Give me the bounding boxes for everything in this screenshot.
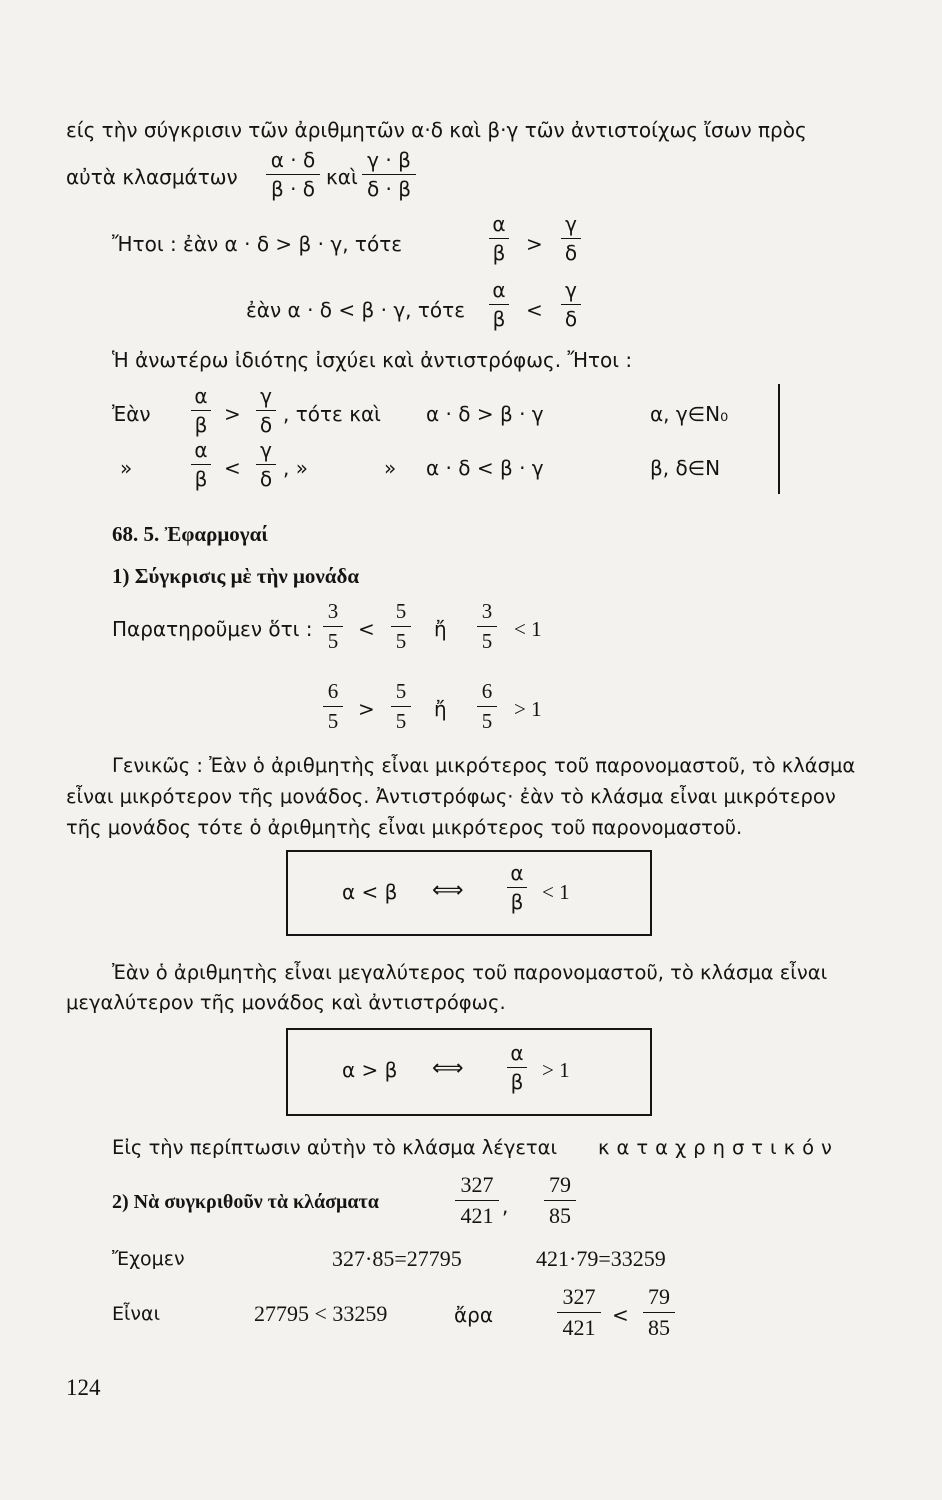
fraction: α β: [486, 214, 512, 263]
subsection-heading: 2) Νὰ συγκριθοῦν τὰ κλάσματα: [112, 1191, 379, 1213]
fraction: 3 5: [474, 601, 500, 652]
fraction: 5 5: [388, 681, 414, 732]
result: α · δ < β · γ: [426, 456, 544, 480]
equivalence-arrow: ⟺: [432, 1056, 464, 1081]
conjunction: ἄρα: [454, 1303, 494, 1327]
text-line: μεγαλύτερον τῆς μονάδος καὶ ἀντιστρόφως.: [66, 991, 506, 1014]
fraction: α · δ β · δ: [266, 150, 320, 199]
domain: β, δ∈N: [650, 456, 721, 480]
comparison: > 1: [542, 1058, 570, 1082]
text-line: Ἡ ἀνωτέρω ἰδιότης ἰσχύει καὶ ἀντιστρόφως. Ἤτοι :: [112, 348, 633, 372]
label: , τότε καὶ: [283, 402, 381, 426]
conjunction: καὶ: [326, 165, 358, 189]
page-number: 124: [66, 1375, 101, 1400]
separator: ,: [502, 1194, 509, 1218]
fraction: 327 421: [556, 1286, 602, 1339]
fraction: 79 85: [642, 1286, 676, 1339]
operator: <: [358, 617, 375, 641]
comparison: 27795 < 33259: [254, 1301, 388, 1326]
operator: <: [224, 456, 241, 480]
fraction: γ δ: [253, 440, 279, 489]
text-line: εἶναι μικρότερον τῆς μονάδος. Ἀντιστρόφως· ἐὰν τὸ κλάσμα εἶναι μικρότερον: [66, 785, 836, 808]
condition: ἐὰν α · δ < β · γ, τότε: [246, 298, 466, 322]
operator: >: [526, 232, 543, 256]
fraction: α β: [188, 440, 214, 489]
ditto-mark: , »: [283, 456, 308, 480]
comparison: > 1: [514, 697, 542, 721]
text-line: τῆς μονάδος τότε ὁ ἀριθμητὴς εἶναι μικρότερος τοῦ παρονομαστοῦ.: [66, 816, 743, 839]
label: Εἶναι: [112, 1303, 161, 1325]
result: α · δ > β · γ: [426, 402, 544, 426]
text-line: αὐτὰ κλασμάτων: [66, 165, 238, 189]
equivalence-arrow: ⟺: [432, 878, 464, 903]
text-line: Γενικῶς : Ἐὰν ὁ ἀριθμητὴς εἶναι μικρότερος τοῦ παρονομαστοῦ, τὸ κλάσμα: [112, 754, 856, 777]
domain: α, γ∈N₀: [650, 402, 729, 426]
text-line: Ἐὰν ὁ ἀριθμητὴς εἶναι μεγαλύτερος τοῦ παρονομαστοῦ, τὸ κλάσμα εἶναι: [112, 961, 828, 984]
fraction: 79 85: [542, 1174, 578, 1227]
fraction: α β: [504, 1043, 530, 1092]
term: καταχρηστικόν: [598, 1136, 839, 1159]
calculation: 327·85=27795: [332, 1246, 462, 1271]
fraction: 6 5: [320, 681, 346, 732]
fraction: α β: [486, 280, 512, 329]
text-line: είς τὴν σύγκρισιν τῶν ἀριθμητῶν α·δ καὶ β·γ τῶν ἀντιστοίχως ἴσων πρὸς: [66, 118, 807, 142]
rule-box: [286, 850, 652, 936]
condition: α > β: [342, 1058, 398, 1082]
fraction: 3 5: [320, 601, 346, 652]
rule-box: [286, 1028, 652, 1116]
operator: >: [358, 697, 375, 721]
grouping-brace: [768, 384, 780, 494]
fraction: α β: [188, 386, 214, 435]
operator: <: [612, 1303, 629, 1327]
label: Ἐὰν: [112, 402, 151, 426]
text-line: Εἰς τὴν περίπτωσιν αὐτὴν τὸ κλάσμα λέγεται: [112, 1136, 558, 1159]
conjunction: ἤ: [434, 617, 447, 641]
comparison: < 1: [514, 617, 542, 641]
fraction: 5 5: [388, 601, 414, 652]
label: Παρατηροῦμεν ὅτι :: [112, 617, 313, 641]
operator: <: [526, 298, 543, 322]
ditto-mark: »: [120, 456, 133, 480]
calculation: 421·79=33259: [536, 1246, 666, 1271]
fraction: 6 5: [474, 681, 500, 732]
fraction: γ · β δ · β: [362, 150, 416, 199]
comparison: < 1: [542, 880, 570, 904]
label: Ἔχομεν: [112, 1248, 185, 1270]
fraction: γ δ: [558, 214, 584, 263]
fraction: γ δ: [253, 386, 279, 435]
ditto-mark: »: [384, 456, 397, 480]
fraction: 327 421: [454, 1174, 500, 1227]
operator: >: [224, 402, 241, 426]
fraction: γ δ: [558, 280, 584, 329]
conjunction: ἤ: [434, 697, 447, 721]
subsection-heading: 1) Σύγκρισις μὲ τὴν μονάδα: [112, 564, 360, 588]
condition: α < β: [342, 880, 398, 904]
condition: Ἤτοι : ἐὰν α · δ > β · γ, τότε: [112, 232, 403, 256]
fraction: α β: [504, 863, 530, 912]
section-heading: 68. 5. Ἐφαρμογαί: [112, 522, 268, 546]
